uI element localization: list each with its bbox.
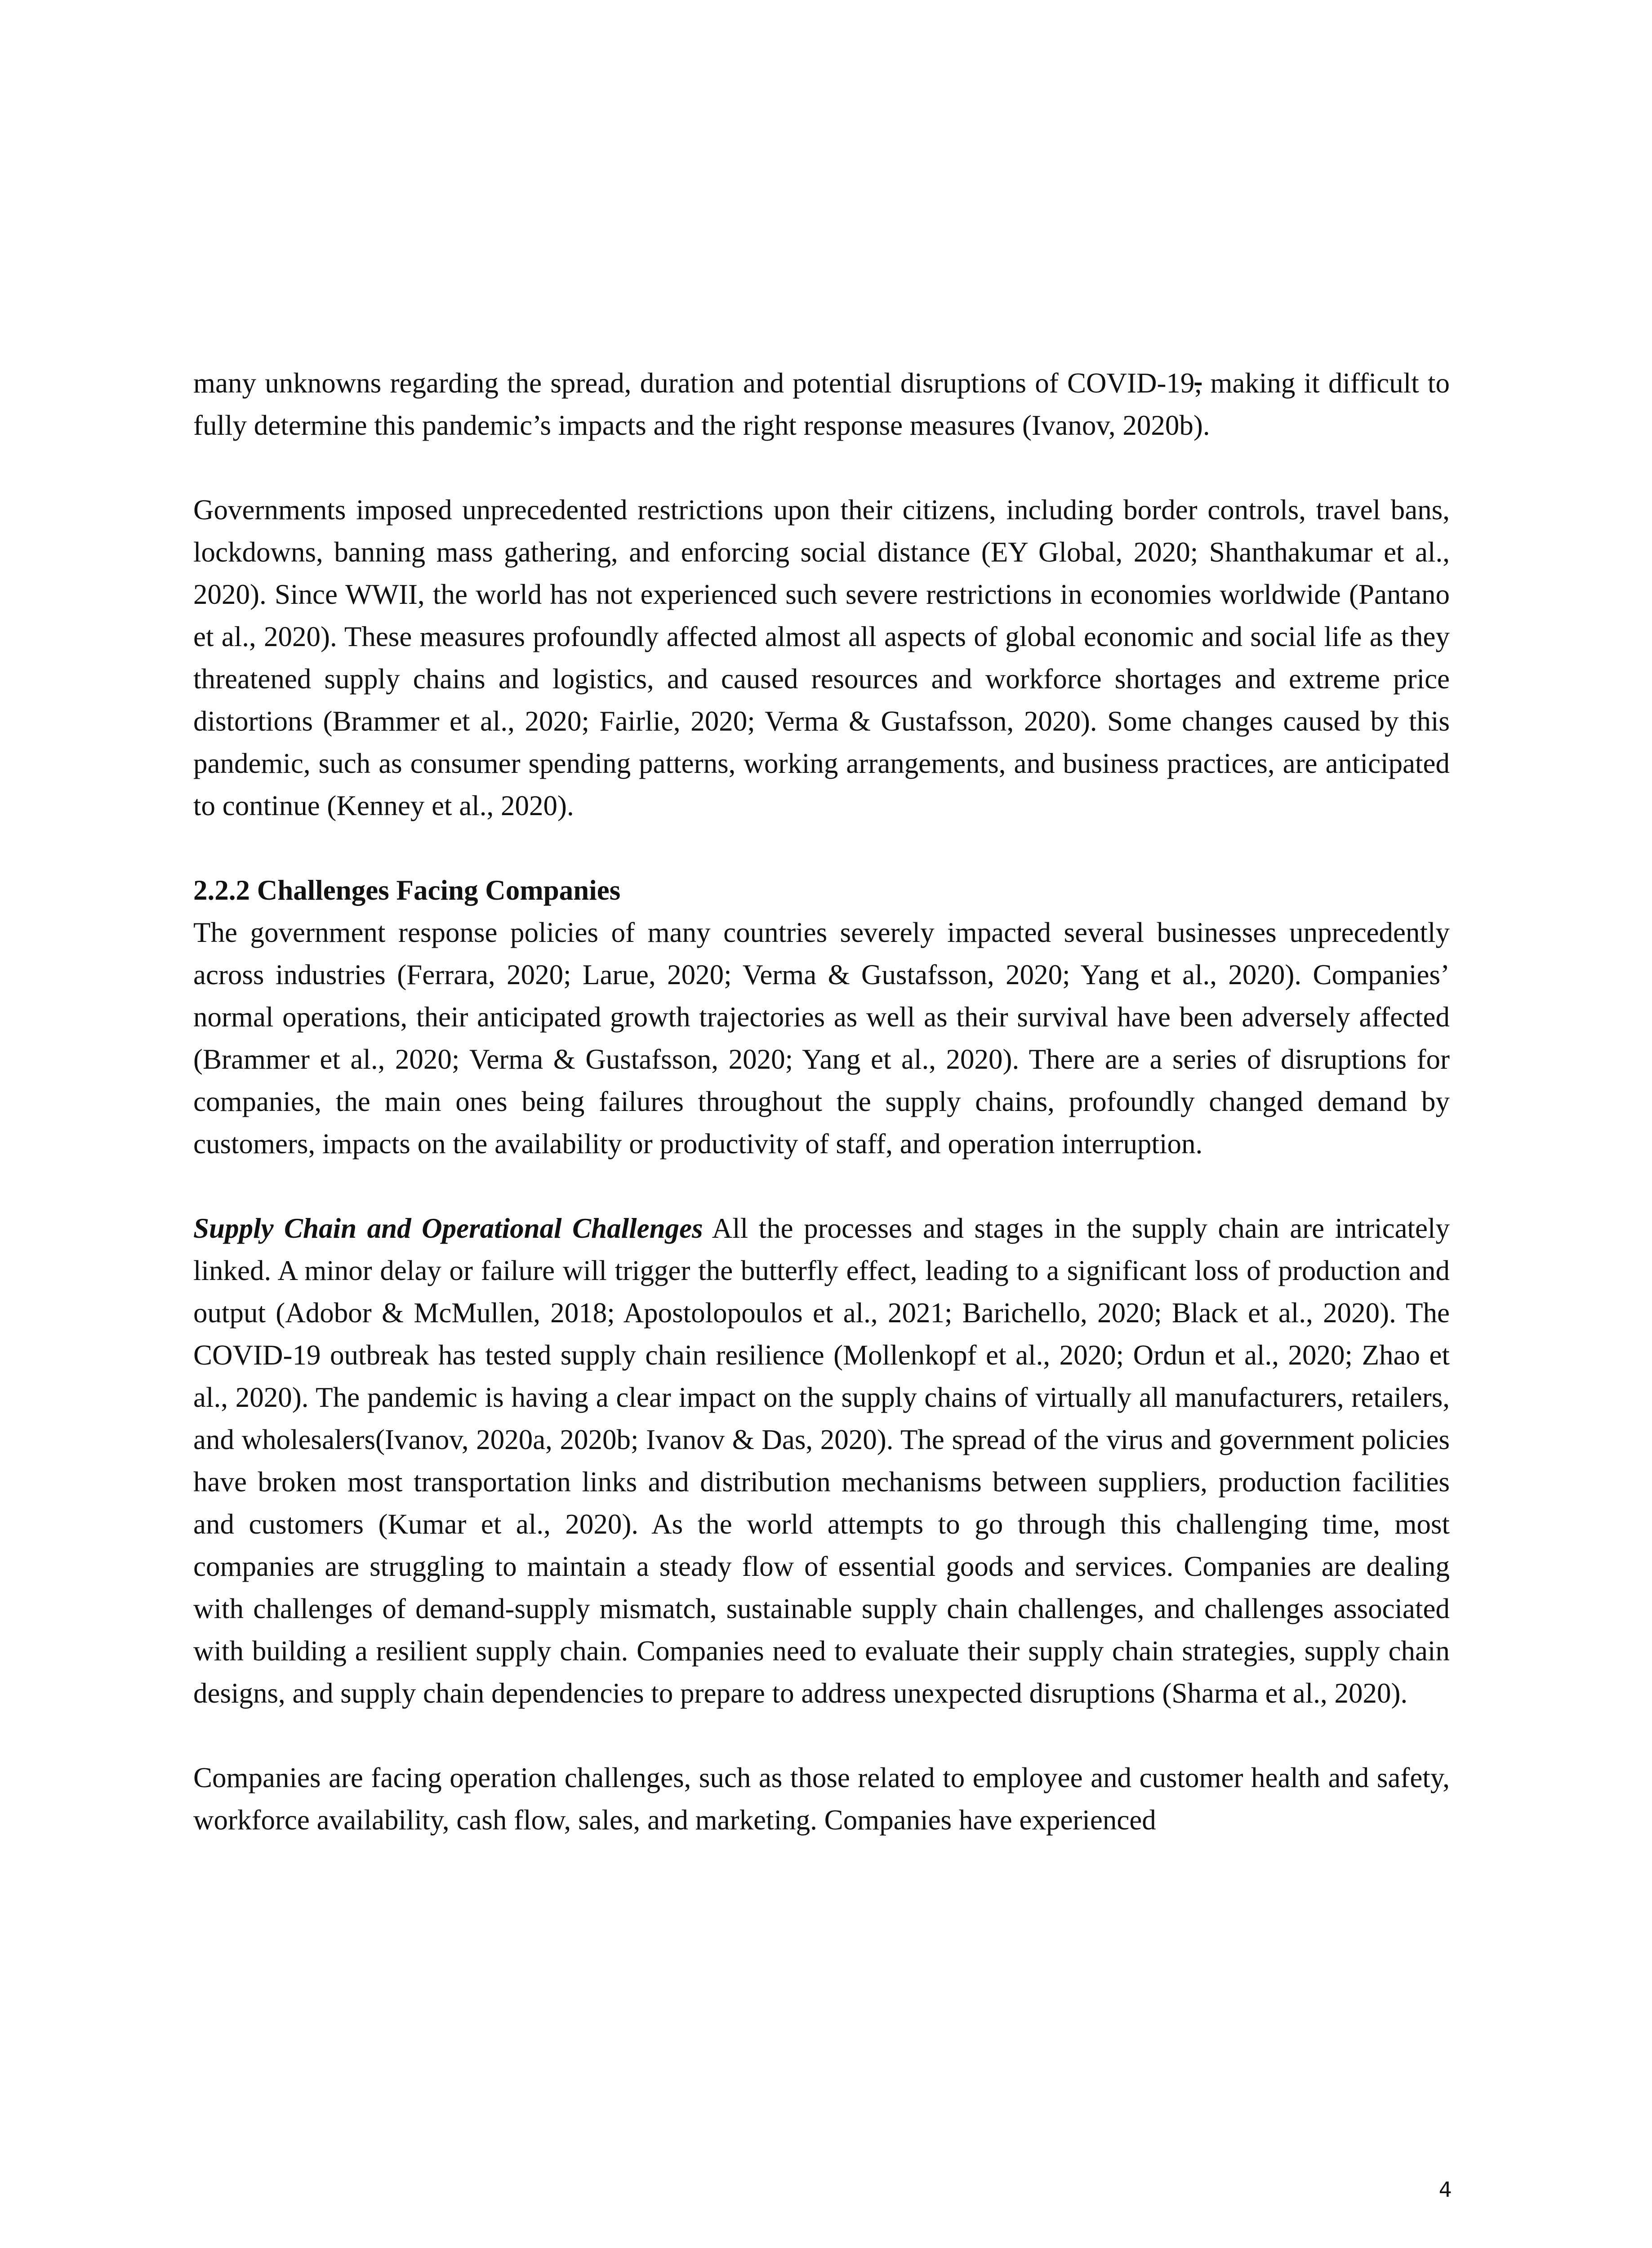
paragraph-text: All the processes and stages in the supply chain are intricately linked. A minor delay or failure will trigger the butterfly effect, leading to a significant loss of production and output (Adobor & McMullen, 2018; Apostolopoulos et al., 2021; Barichello, 2020; Black et al., 2020). The COVID-19 outbreak has tested supply chain resilience (Mollenkopf et al., 2020; Ordun et al., 2020; Zhao et al., 2020). The pandemic is having a clear impact on the supply chains of virtually all manufacturers, retailers, and wholesalers(Ivanov, 2020a, 2020b; Ivanov & Das, 2020). The spread of the virus and government policies have broken most transportation links and distribution mechanisms between suppliers, production facilities and customers (Kumar et al., 2020). As the world attempts to go through this challenging time, most companies are struggling to maintain a steady flow of essential goods and services. Companies are dealing with challenges of demand-supply mismatch, sustainable supply chain challenges, and challenges associated with building a resilient supply chain. Companies need to evaluate their supply chain strategies, supply chain designs, and supply chain dependencies to prepare to address unexpected disruptions (Sharma et al., 2020). (193, 1213, 1450, 1709)
paragraph-operation-challenges: Companies are facing operation challenges, such as those related to employee and customer health and safety, workforce availability, cash flow, sales, and marketing. Companies have experienced (193, 1762, 1450, 1836)
paragraph-government-policies: The government response policies of many countries severely impacted several businesses unprecedently across industries (Ferrara, 2020; Larue, 2020; Verma & Gustafsson, 2020; Yang et al., 2020). Companies’ normal operations, their anticipated growth trajectories as well as their survival have been adversely affected (Brammer et al., 2020; Verma & Gustafsson, 2020; Yang et al., 2020). There are a series of disruptions for companies, the main ones being failures throughout the supply chains, profoundly changed demand by customers, impacts on the availability or productivity of staff, and operation interruption. (193, 917, 1450, 1160)
section-heading: 2.2.2 Challenges Facing Companies (193, 874, 621, 906)
paragraph-government-restrictions: Governments imposed unprecedented restrictions upon their citizens, including border controls, travel bans, lockdowns, banning mass gathering, and enforcing social distance (EY Global, 2020; Shanthakumar et al., 2020). Since WWII, the world has not experienced such severe restrictions in economies worldwide (Pantano et al., 2020). These measures profoundly affected almost all aspects of global economic and social life as they threatened supply chains and logistics, and caused resources and workforce shortages and extreme price distortions (Brammer et al., 2020; Fairlie, 2020; Verma & Gustafsson, 2020). Some changes caused by this pandemic, such as consumer spending patterns, working arrangements, and business practices, are anticipated to continue (Kenney et al., 2020). (193, 494, 1450, 821)
paragraph-text: making it difficult to fully determine this pandemic’s impacts and the right response measures (Ivanov, 2020b). (193, 367, 1450, 441)
paragraph-covid-unknowns (193, 362, 1450, 446)
page-number: 4 (1438, 2177, 1452, 2202)
paragraph-text: many unknowns regarding the spread, duration and potential disruptions of COVID-19 (193, 367, 1195, 399)
paragraph-supply-chain (193, 1207, 1450, 1714)
document-page (193, 362, 1450, 1841)
run-in-heading: Supply Chain and Operational Challenges (193, 1213, 703, 1244)
struck-comma: , (1194, 367, 1202, 399)
